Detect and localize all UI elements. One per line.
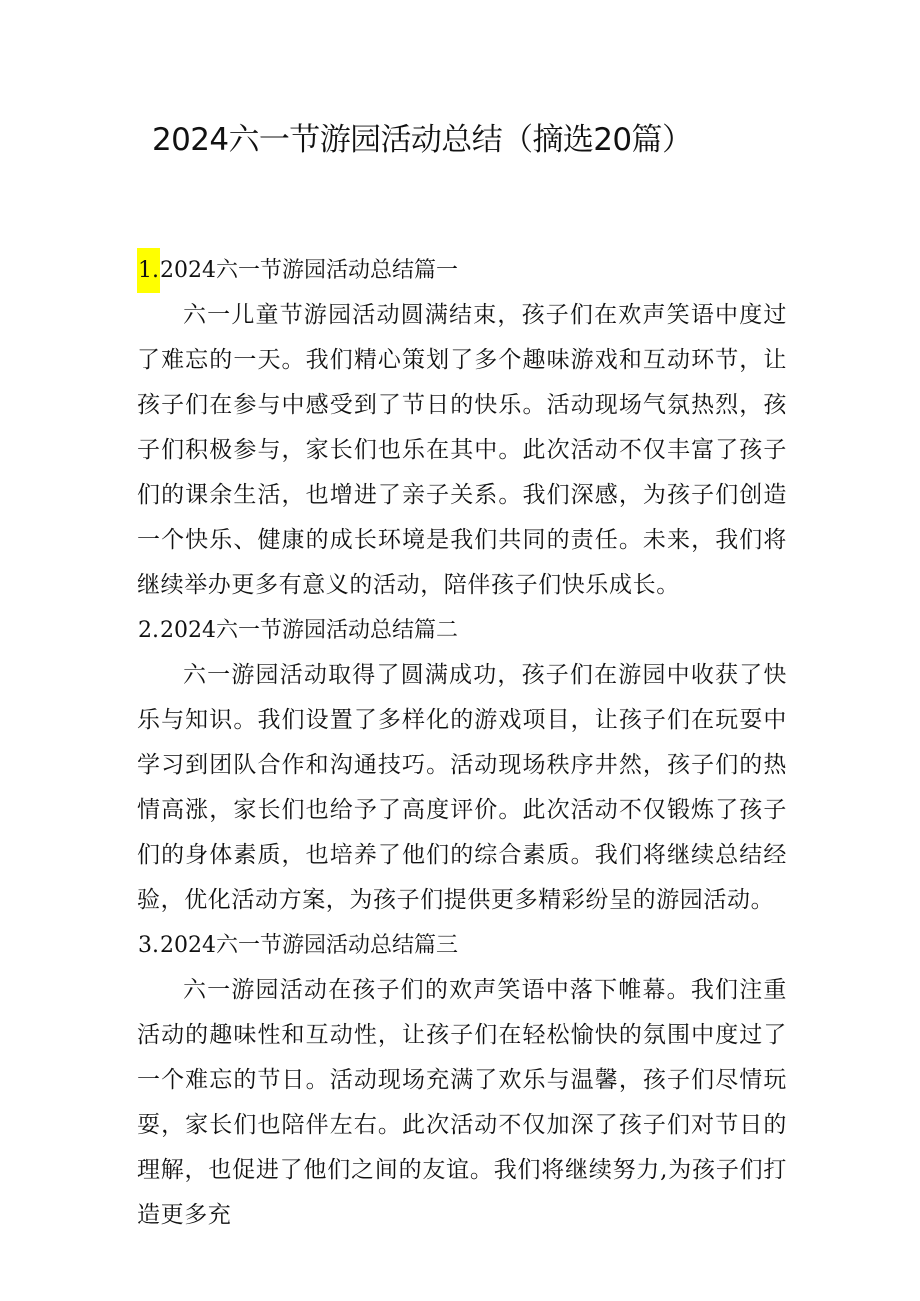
- section-heading-3: [137, 923, 787, 968]
- document-title: 2024六一节游园活动总结（摘选20篇）: [152, 122, 693, 158]
- section-number-1-highlighted: 1.: [137, 248, 160, 293]
- section-heading-2: [137, 608, 787, 653]
- section-heading-text-3: 2024六一节游园活动总结篇三: [160, 933, 458, 958]
- section-paragraph-2: 六一游园活动取得了圆满成功，孩子们在游园中收获了快乐与知识。我们设置了多样化的游戏项目，让孩子们在玩耍中学习到团队合作和沟通技巧。活动现场秩序井然，孩子们的热情高涨，家长们也给予了高度评价。此次活动不仅锻炼了孩子们的身体素质，也培养了他们的综合素质。我们将继续总结经验，优化活动方案，为孩子们提供更多精彩纷呈的游园活动。: [137, 662, 787, 913]
- section-paragraph-3: 六一游园活动在孩子们的欢声笑语中落下帷幕。我们注重活动的趣味性和互动性，让孩子们在轻松愉快的氛围中度过了一个难忘的节日。活动现场充满了欢乐与温馨，孩子们尽情玩耍，家长们也陪伴左右。此次活动不仅加深了孩子们对节日的理解，也促进了他们之间的友谊。我们将继续努力,为孩子们打造更多充: [137, 977, 787, 1228]
- document-body: [137, 248, 787, 1238]
- section-heading-text-2: 2024六一节游园活动总结篇二: [160, 618, 458, 643]
- section-number-3: 3.: [138, 933, 159, 958]
- section-number-2: 2.: [138, 618, 159, 643]
- section-paragraph-1: 六一儿童节游园活动圆满结束，孩子们在欢声笑语中度过了难忘的一天。我们精心策划了多个趣味游戏和互动环节，让孩子们在参与中感受到了节日的快乐。活动现场气氛热烈，孩子们积极参与，家长们也乐在其中。此次活动不仅丰富了孩子们的课余生活，也增进了亲子关系。我们深感，为孩子们创造一个快乐、健康的成长环境是我们共同的责任。未来，我们将继续举办更多有意义的活动，陪伴孩子们快乐成长。: [137, 302, 787, 598]
- section-heading-1: [137, 248, 787, 293]
- section-heading-text-1: 2024六一节游园活动总结篇一: [160, 258, 458, 283]
